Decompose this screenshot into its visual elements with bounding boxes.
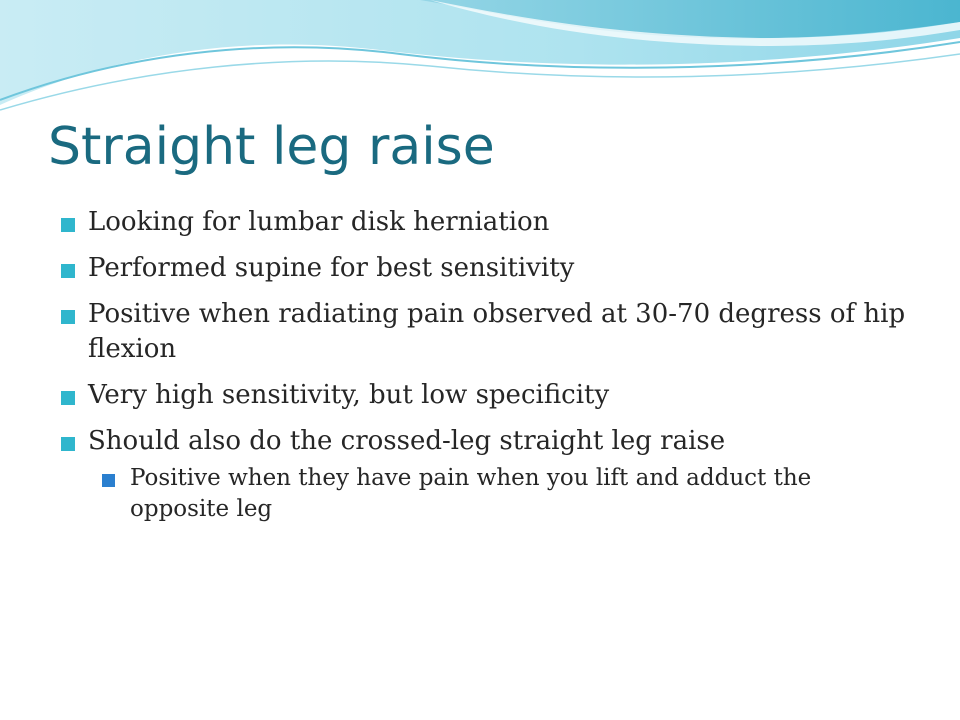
bullet-item (58, 205, 908, 240)
bullet-text: Looking for lumbar disk herniation (88, 207, 550, 237)
square-bullet-icon (61, 218, 75, 232)
square-sub-bullet-icon (102, 474, 115, 487)
bullet-text: Performed supine for best sensitivity (88, 253, 575, 283)
bullet-text: Should also do the crossed-leg straight leg raise (88, 426, 726, 456)
square-bullet-icon (61, 437, 75, 451)
square-bullet-icon (61, 264, 75, 278)
bullet-item (58, 297, 908, 367)
bullet-text: Positive when radiating pain observed at 30-70 degress of hip flexion (88, 299, 906, 364)
decorative-wave-header (0, 0, 960, 120)
slide-title: Straight leg raise (48, 117, 495, 177)
sub-bullet-item (94, 463, 908, 525)
bullet-item (58, 251, 908, 286)
sub-bullet-list (94, 463, 908, 525)
sub-bullet-text: Positive when they have pain when you lift and adduct the opposite leg (130, 465, 812, 522)
bullet-item (58, 424, 908, 525)
square-bullet-icon (61, 391, 75, 405)
bullet-list (58, 205, 908, 536)
square-bullet-icon (61, 310, 75, 324)
bullet-text: Very high sensitivity, but low specificity (88, 380, 610, 410)
bullet-item (58, 378, 908, 413)
